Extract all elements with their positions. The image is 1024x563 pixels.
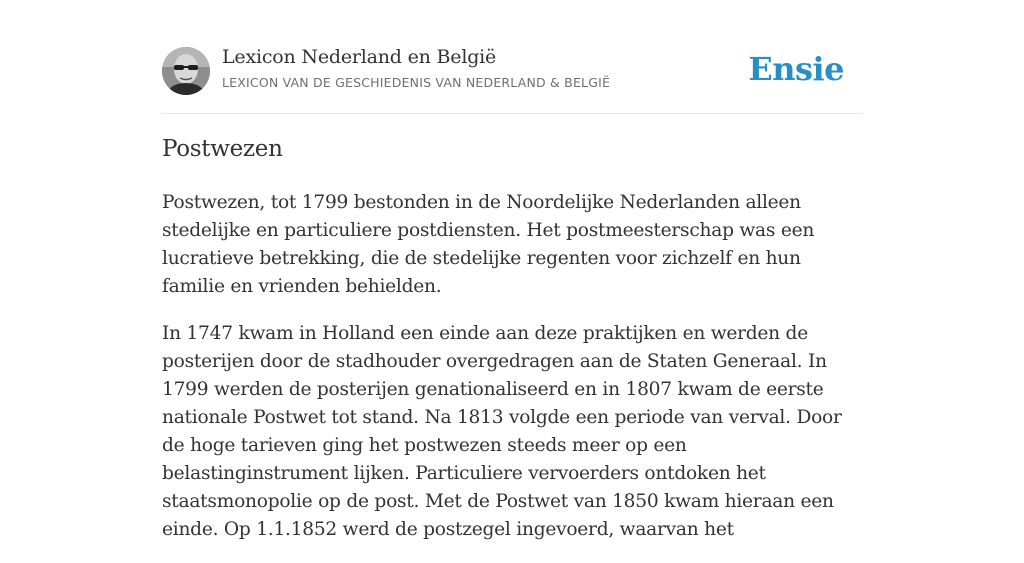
article-title: Postwezen (162, 136, 283, 162)
page-container (162, 0, 862, 540)
article-body (162, 189, 862, 563)
ensie-logo[interactable]: Ensie (748, 50, 844, 88)
source-subtitle: LEXICON VAN DE GESCHIEDENIS VAN NEDERLAND & BELGIË (222, 75, 611, 90)
article-paragraph: In 1747 kwam in Holland een einde aan deze praktijken en werden de posterijen door de stadhouder overgedragen aan de Staten Generaal. In 1799 werden de posterijen genationaliseerd en in 1807 kwam de eerste nationale Postwet tot stand. Na 1813 volgde een periode van verval. Door de hoge tarieven ging het postwezen steeds meer op een belastinginstrument lijken. Particuliere vervoerders ontdoken het staatsmonopolie op de post. Met de Postwet van 1850 kwam hieraan een einde. Op 1.1.1852 werd de postzegel ingevoerd, waarvan het (162, 323, 842, 540)
person-photo-icon (162, 47, 210, 95)
article-paragraph: Postwezen, tot 1799 bestonden in de Noordelijke Nederlanden alleen stedelijke en particuliere postdiensten. Het postmeesterschap was een lucratieve betrekking, die de stedelijke regenten voor zichzelf en hun familie en vrienden behielden. (162, 192, 815, 297)
source-header (162, 0, 862, 114)
author-avatar[interactable] (162, 47, 210, 95)
source-name[interactable]: Lexicon Nederland en België (222, 46, 497, 68)
